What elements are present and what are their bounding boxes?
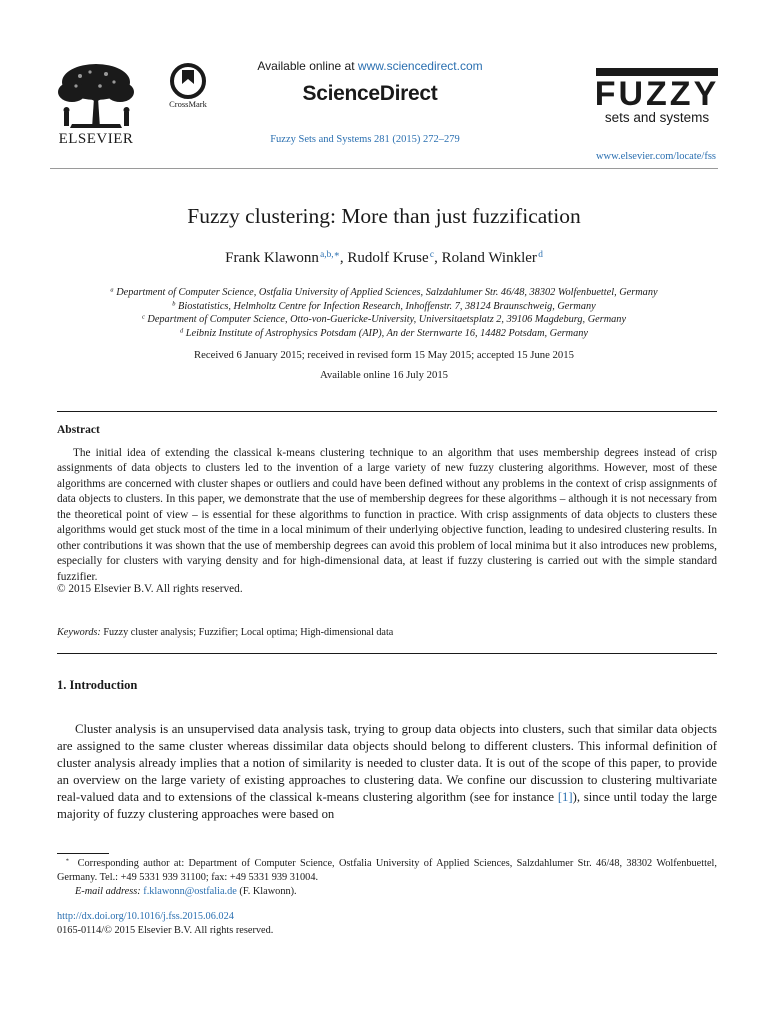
article-title: Fuzzy clustering: More than just fuzzification xyxy=(187,204,581,228)
introduction-text: ), since until today the large majority of fuzzy clustering approaches were based on xyxy=(57,790,717,822)
corresponding-text: Corresponding author at: Department of Computer Science, Ostfalia University of Applied Sciences, Salzdahlumer Str. 46/48, 38302 Wolfenbuettel, Germany. Tel.: +49 5331 939 31100; fax: +49 5331 939 31004. xyxy=(57,858,717,883)
available-online-line xyxy=(200,59,540,73)
email-label: E-mail address: xyxy=(75,886,141,897)
affiliation-item xyxy=(50,300,718,314)
keywords-label: Keywords: xyxy=(57,627,101,638)
sciencedirect-link[interactable]: www.sciencedirect.com xyxy=(357,59,483,73)
section-heading-introduction: 1. Introduction xyxy=(57,678,138,692)
introduction-body xyxy=(57,721,717,824)
author-name[interactable]: Frank Klawonn xyxy=(225,250,319,266)
crossmark-label: CrossMark xyxy=(169,99,207,109)
author-name[interactable]: Roland Winkler xyxy=(441,250,537,266)
email-link[interactable]: f.klawonn@ostfalia.de xyxy=(143,886,237,897)
abstract-bottom-rule xyxy=(57,653,717,654)
corresponding-author-note xyxy=(57,857,717,885)
affiliation-text: Department of Computer Science, Ostfalia University of Applied Sciences, Salzdahlumer Str. 46/48, 38302 Wolfenbuettel, Germany xyxy=(116,287,658,298)
abstract-body xyxy=(57,446,717,585)
abstract-top-rule xyxy=(57,411,717,412)
affiliation-mark: d xyxy=(180,327,184,334)
author-list: Frank Klawonn $^{a,b,∗}$, Rudolf Kruse $^c$, Roland Winkler $^d$ xyxy=(225,249,543,266)
footnote-mark: * xyxy=(65,857,69,865)
introduction-paragraph xyxy=(57,721,717,824)
abstract-copyright: © 2015 Elsevier B.V. All rights reserved. xyxy=(57,583,243,595)
author-marks[interactable]: a,b,∗ xyxy=(320,249,340,260)
affiliation-text: Leibniz Institute of Astrophysics Potsdam (AIP), An der Sternwarte 16, 14482 Potsdam, Germany xyxy=(185,327,588,339)
keywords-list: Fuzzy cluster analysis; Fuzzifier; Local optima; High-dimensional data xyxy=(103,627,394,638)
available-online-date: Available online 16 July 2015 xyxy=(319,369,449,381)
citation-link[interactable]: [1] xyxy=(557,790,573,805)
issn-copyright: 0165-0114/© 2015 Elsevier B.V. All rights reserved. xyxy=(57,925,274,936)
introduction-text: Cluster analysis is an unsupervised data analysis task, trying to group data objects into clusters, such that similar data objects are assigned to the same cluster whereas dissimilar data objects should belong to different clusters. This informal definition of cluster analysis already implies that a notion of similarity is needed to cluster data. It is out of the scope of this paper, to provide an overview on the large variety of existing approaches to clustering data. We confine our discussion to clustering multivariate real-valued data and to extensions of the classical k-means clustering algorithm (see for instance xyxy=(57,722,717,805)
affiliation-item xyxy=(50,313,718,327)
keywords xyxy=(57,627,717,638)
journal-logo-word: FUZZY xyxy=(594,75,720,113)
affiliation-text: Department of Computer Science, Otto-von-Guericke-University, Universitaetsplatz 2, 39106 Magdeburg, Germany xyxy=(147,314,627,325)
abstract-heading: Abstract xyxy=(57,424,100,436)
affiliation-item xyxy=(50,327,718,341)
footnote-rule xyxy=(57,853,109,854)
header-divider xyxy=(50,168,718,169)
journal-homepage-link[interactable]: www.elsevier.com/locate/fss xyxy=(595,151,716,162)
doi-link[interactable]: http://dx.doi.org/10.1016/j.fss.2015.06.024 xyxy=(57,911,234,922)
author-name[interactable]: Rudolf Kruse xyxy=(347,250,429,266)
email-note xyxy=(57,885,717,899)
email-suffix: (F. Klawonn). xyxy=(236,886,297,897)
affiliation-mark: b xyxy=(172,300,176,307)
affiliation-item xyxy=(50,286,718,300)
available-prefix: Available online at xyxy=(257,59,358,73)
abstract-paragraph: The initial idea of extending the classical k-means clustering technique to an algorithm that uses membership degrees instead of crisp assignments of data objects to clusters led to the invention of a large variety of new fuzzy clustering algorithms. However, most of these algorithms are concerned with cluster shapes or outliers and could have been defined without any problems in the context of crisp assignments of data objects to clusters. In this paper, we demonstrate that the use of membership degrees for these algorithms – although it is not necessary from the theoretical point of view – is essential for these algorithms to function in practice. With crisp assignments of data objects to clusters these algorithms would get stuck most of the time in a local minimum of their underlying objective function, leading to undesired clustering results. In other contributions it was shown that the use of membership degrees can avoid this problem of local minima but it also introduces new problems, especially for clusters with varying density and for high-dimensional data, at least if fuzzy clustering is carried out with the simple standard fuzzifier. xyxy=(57,447,717,583)
journal-logo-subtitle: sets and systems xyxy=(604,110,710,125)
affiliation-mark: a xyxy=(110,286,114,294)
footnote xyxy=(57,857,717,899)
affiliations xyxy=(50,286,718,340)
affiliation-text: Biostatistics, Helmholtz Centre for Infection Research, Inhoffenstr. 7, 38124 Braunschweig, Germany xyxy=(178,300,596,312)
affiliation-mark: c xyxy=(141,313,145,321)
author-marks[interactable]: d xyxy=(538,249,543,260)
journal-citation-link[interactable]: Fuzzy Sets and Systems 281 (2015) 272–279 xyxy=(270,134,460,145)
sciencedirect-brand: ScienceDirect xyxy=(302,82,438,105)
author-marks[interactable]: c xyxy=(429,249,435,260)
publisher-name: ELSEVIER xyxy=(58,131,134,147)
article-history: Received 6 January 2015; received in revised form 15 May 2015; accepted 15 June 2015 xyxy=(194,349,574,361)
